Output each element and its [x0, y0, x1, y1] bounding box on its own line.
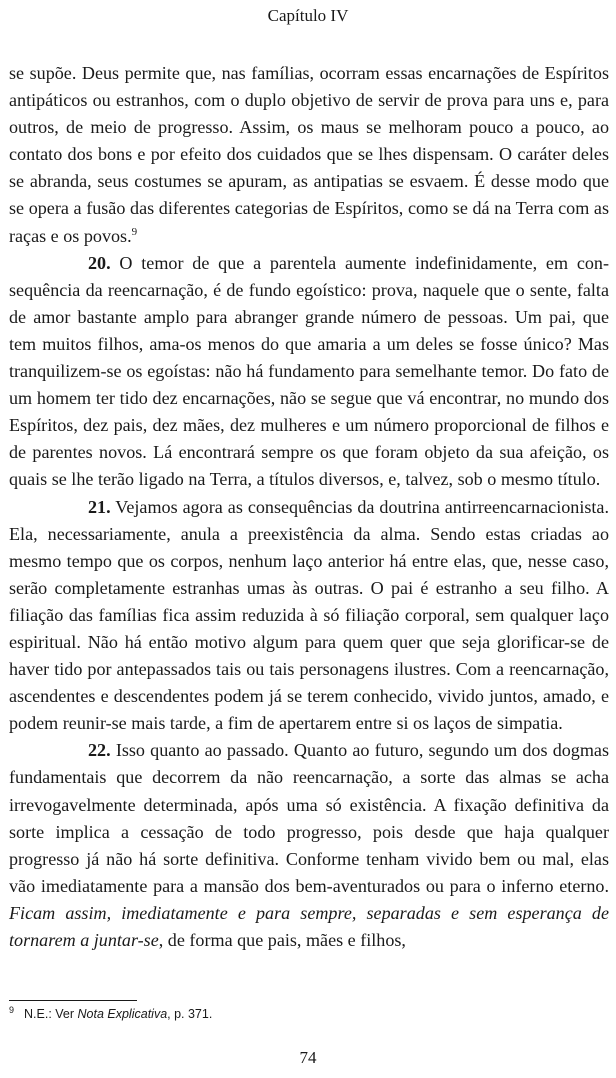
- paragraph-21: [9, 494, 609, 738]
- footnote: [9, 1005, 609, 1023]
- paragraph-number: 21.: [88, 496, 111, 517]
- footnote-italic-text: Nota Explicativa: [77, 1007, 168, 1021]
- chapter-title: Capítulo IV: [267, 6, 349, 25]
- footnote-divider: [9, 1000, 137, 1001]
- body-text: [9, 60, 609, 954]
- page-number-value: 74: [299, 1048, 317, 1067]
- paragraph-continued: [9, 60, 609, 250]
- paragraph-20: [9, 250, 609, 494]
- paragraph-number: 22.: [88, 740, 111, 761]
- paragraph-text: Vejamos agora as consequências da doutrina antirreencarnacionista. Ela, necessariamente, anula a preexistência da alma. Sendo estas criadas ao mesmo tempo que os corpos, nenhum laço anterior há entre elas, que, nesse caso, serão completamente estranhas umas às outras. O pai é estranho a seu filho. A filiação das famílias fica assim reduzida à só filiação corporal, sem qualquer laço espiritual. Não há então motivo algum para quem quer que seja glorificar-se de haver tido por antepassados tais ou tais personagens ilustres. Com a reencarnação, ascendentes e descendentes podem já se terem conhecido, vivido juntos, amado, e podem reunir-se mais tarde, a fim de apertarem entre si os laços de simpatia.: [9, 496, 609, 734]
- footnote-mark: 9: [9, 1004, 15, 1015]
- footnote-text-end: , p. 371.: [167, 1007, 213, 1021]
- paragraph-text: Isso quanto ao passado. Quanto ao futuro, segundo um dos dogmas fundamentais que decorrem da não reencarnação, a sorte das almas se acha irrevogavelmente determinada, após uma só existência. A fixação definitiva da sorte implica a cessação de todo progresso, pois desde que haja qualquer progresso já não há sorte definitiva. Conforme tenham vivido bem ou mal, elas vão imediatamente para a mansão dos bem-aventurados ou para o inferno eterno.: [9, 740, 609, 896]
- paragraph-text: se supõe. Deus permite que, nas famílias, ocorram essas encarnações de Espíritos antipáticos ou estranhos, com o duplo objetivo de servir de prova para uns e, para outros, de meio de progresso. Assim, os maus se melhoram pouco a pouco, ao contato dos bons e por efeito dos cuidados que se lhes dispensam. O caráter deles se abranda, seus costumes se apuram, as antipatias se esvaem. É desse modo que se opera a fusão das diferentes categorias de Espíritos, como se dá na Terra com as raças e os povos.: [9, 63, 609, 246]
- page-number: [0, 1046, 616, 1070]
- paragraph-number: 20.: [88, 252, 111, 273]
- paragraph-italic-text: Ficam assim, imediatamente e para sempre, separadas e sem esperança de tornarem a juntar-se: [9, 902, 609, 950]
- paragraph-text: O temor de que a parentela aumente indefinidamente, em consequência da reencarnação, é de fundo egoístico: prova, naquele que o sente, falta de amor bastante amplo para abranger grande número de pessoas. Um pai, que tem muitos filhos, ama-os menos do que amaria a um deles se fosse único? Mas tranquilizem-se os egoístas: não há fundamento para semelhante temor. Do fato de um homem ter tido dez encarnações, não se segue que vá encontrar, no mundo dos Espíritos, dez pais, dez mães, dez mulheres e um número proporcional de filhos e de parentes novos. Lá encontrará sempre os que foram objeto da sua afeição, os quais se lhe terão ligado na Terra, a títulos diversos, e, talvez, sob o mesmo título.: [9, 252, 609, 490]
- paragraph-22: [9, 737, 609, 954]
- footnote-text: N.E.: Ver: [24, 1007, 78, 1021]
- paragraph-text-end: , de forma que pais, mães e filhos,: [158, 930, 406, 950]
- footnote-reference: 9: [131, 225, 138, 238]
- chapter-header: [0, 4, 616, 28]
